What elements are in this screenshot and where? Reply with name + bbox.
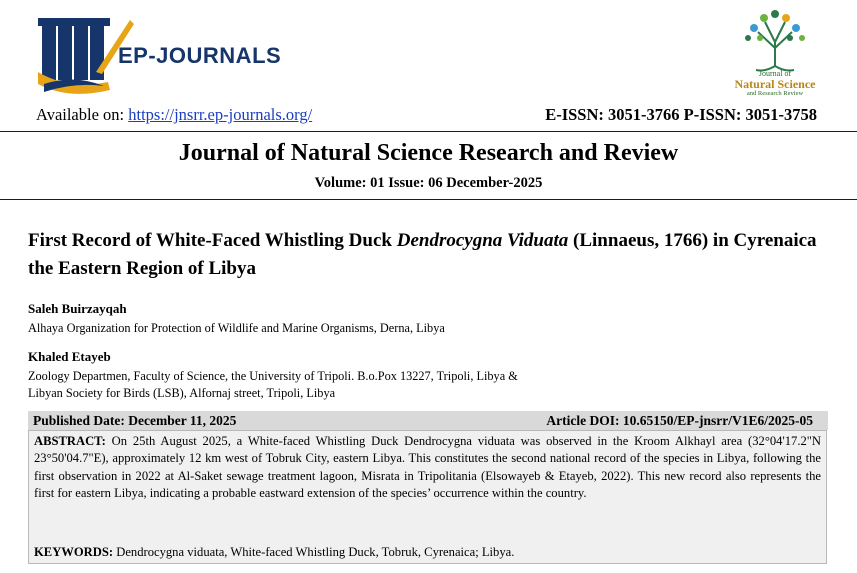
right-logo-line3: and Research Review: [746, 89, 804, 97]
author-affiliation: Libyan Society for Birds (LSB), Alfornaj street, Tripoli, Libya: [28, 386, 336, 400]
keywords-label: KEYWORDS:: [34, 545, 114, 559]
keywords: [34, 545, 514, 560]
volume-issue: Volume: 01 Issue: 06 December-2025: [314, 175, 543, 191]
article-doi: Article DOI: 10.65150/EP-jnsrr/V1E6/2025-05: [546, 413, 813, 428]
brand-name: EP-JOURNALS: [118, 43, 282, 68]
author-affiliation: Alhaya Organization for Protection of Wildlife and Marine Organisms, Derna, Libya: [28, 321, 445, 335]
publication-bar: [28, 411, 828, 430]
abstract-text: On 25th August 2025, a White-faced Whistling Duck Dendrocygna viduata was observed in the Kroom Alkhayl area (32°04'17.2"N 23°50'04.7"E), approximately 12 km west of Tobruk City, eastern Libya. This constitutes the second national record of the species in Libya, following the first observation in 2022 at Al-Saket sewage treatment lagoon, Misrata in Tripolitania (Elsowayeb & Etayeb, 2022). This new record also represents the first for eastern Libya, indicating a probable eastward extension of the species’ occurrence within the country.: [34, 434, 821, 500]
author-affiliation: Zoology Departmen, Faculty of Science, the University of Tripoli. B.o.Pox 13227, Tripoli, Libya &: [28, 369, 518, 383]
bottom-divider: [0, 199, 857, 200]
abstract: [34, 433, 821, 502]
abstract-label: ABSTRACT:: [34, 434, 106, 448]
journal-title: Journal of Natural Science Research and Review: [178, 140, 679, 166]
top-divider: [0, 131, 857, 132]
published-date: Published Date: December 11, 2025: [33, 413, 237, 428]
right-logo-line2: Natural Science: [734, 77, 816, 92]
author-name: Khaled Etayeb: [28, 349, 111, 364]
available-on: [36, 105, 312, 125]
available-label: Available on:: [36, 105, 125, 124]
title-species: Dendrocygna Viduata: [396, 230, 569, 251]
title-part2: (Linnaeus, 1766) in Cyrenaica the Eastern Region of Libya: [28, 230, 817, 279]
keywords-text: Dendrocygna viduata, White-faced Whistling Duck, Tobruk, Cyrenaica; Libya.: [116, 545, 515, 559]
right-logo-text: [700, 70, 850, 98]
journal-url-link[interactable]: https://jnsrr.ep-journals.org/: [128, 105, 313, 124]
issn-text: E-ISSN: 3051-3766 P-ISSN: 3051-3758: [545, 105, 817, 124]
author-name: Saleh Buirzayqah: [28, 301, 127, 316]
article-title: [28, 227, 833, 283]
title-part1: First Record of White-Faced Whistling Duck: [28, 230, 397, 251]
right-logo-line1: Journal of: [758, 69, 792, 78]
